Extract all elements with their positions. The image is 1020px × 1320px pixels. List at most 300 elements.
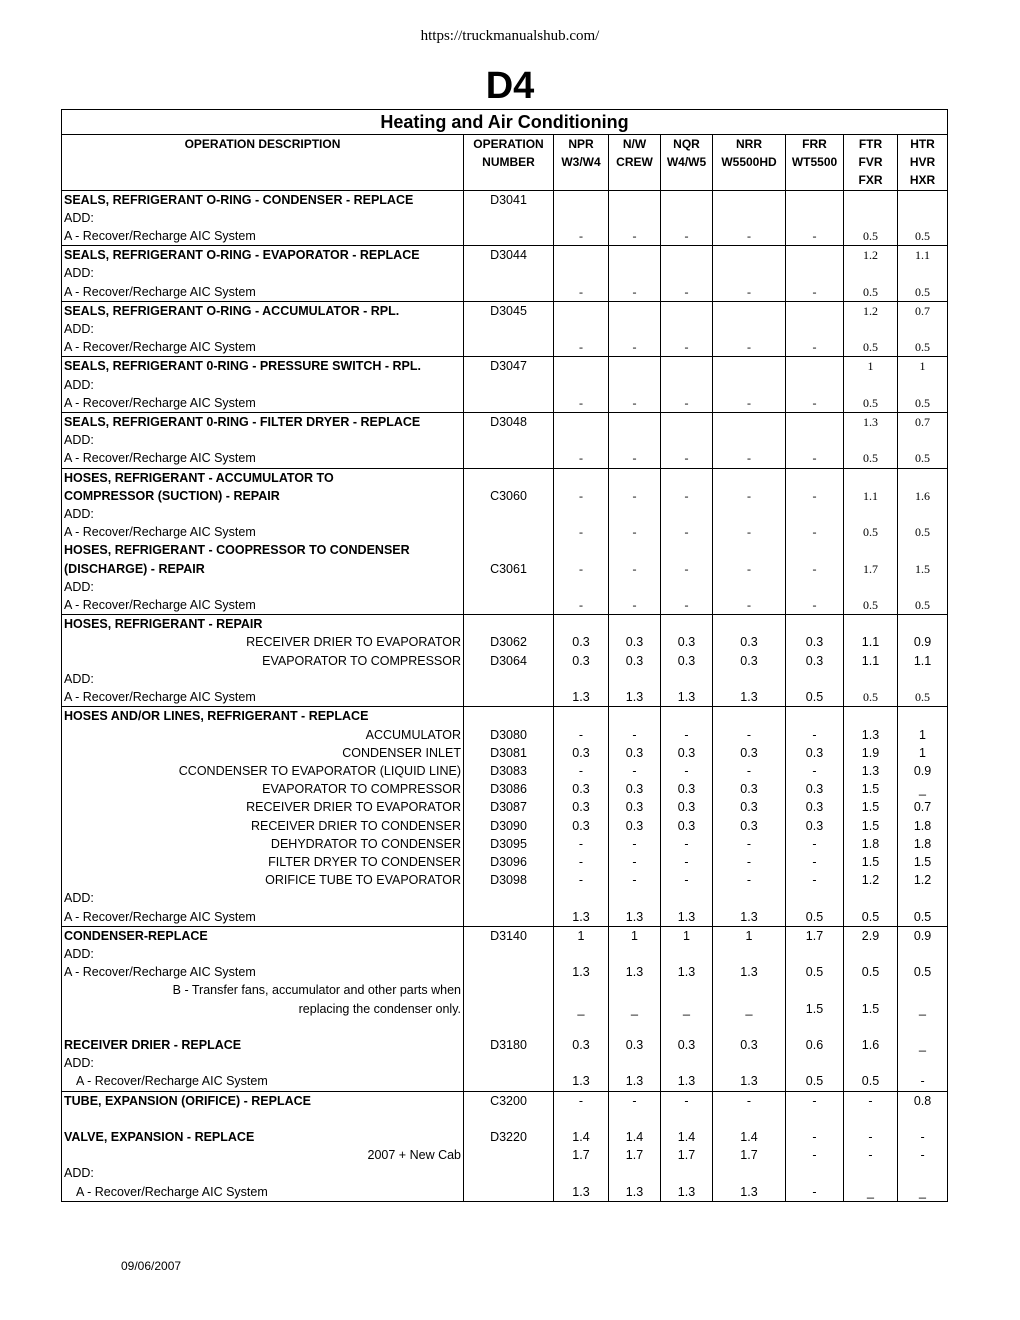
labor-time-value (554, 190, 609, 209)
labor-time-value: 0.7 (898, 798, 948, 816)
column-header (554, 171, 609, 190)
table-heading: Heating and Air Conditioning (62, 110, 948, 135)
column-header: N/W (609, 135, 661, 154)
operation-description: A - Recover/Recharge AIC System (64, 451, 256, 466)
labor-time-value: 0.3 (554, 780, 609, 798)
labor-time-value (661, 505, 713, 523)
labor-time-value (661, 431, 713, 449)
column-header (609, 171, 661, 190)
labor-time-value: 1.2 (844, 871, 898, 889)
labor-time-value: 0.9 (898, 762, 948, 780)
labor-time-value (713, 209, 786, 227)
table-row (62, 981, 948, 999)
labor-time-value (661, 209, 713, 227)
labor-time-value (713, 670, 786, 688)
operation-number (464, 431, 554, 449)
labor-time-value (609, 190, 661, 209)
labor-time-value: - (554, 449, 609, 468)
operation-number (464, 963, 554, 981)
operation-number: D3180 (464, 1036, 554, 1054)
labor-time-value (554, 578, 609, 596)
table-row (62, 301, 948, 320)
labor-time-value: 1.2 (898, 871, 948, 889)
labor-time-value: - (713, 853, 786, 871)
operation-description: HOSES, REFRIGERANT - COOPRESSOR TO CONDENSER (64, 543, 410, 558)
operation-description: ADD: (64, 377, 94, 392)
operation-number (464, 449, 554, 468)
labor-time-value (554, 209, 609, 227)
table-row (62, 817, 948, 835)
labor-time-value (609, 264, 661, 282)
labor-time-value: - (713, 871, 786, 889)
operation-description: ADD: (64, 1166, 94, 1181)
operation-description: A - Recover/Recharge AIC System (76, 1184, 268, 1199)
operation-description: A - Recover/Recharge AIC System (64, 525, 256, 540)
labor-time-value: 0.5 (844, 449, 898, 468)
table-row (62, 413, 948, 432)
labor-time-value: - (661, 487, 713, 505)
labor-time-value: 1.3 (713, 963, 786, 981)
operation-number: D3220 (464, 1128, 554, 1146)
labor-time-value: 0.5 (844, 688, 898, 707)
labor-time-value: - (786, 835, 844, 853)
labor-time-value: - (713, 449, 786, 468)
labor-time-value: - (786, 449, 844, 468)
labor-time-value: - (609, 394, 661, 413)
labor-time-value (661, 320, 713, 338)
operation-description: VALVE, EXPANSION - REPLACE (64, 1129, 255, 1144)
labor-time-value: 0.8 (898, 1091, 948, 1110)
operation-number: D3083 (464, 762, 554, 780)
labor-time-value (713, 264, 786, 282)
labor-time-value (661, 541, 713, 559)
labor-time-value (661, 376, 713, 394)
labor-time-value: 1.3 (554, 688, 609, 707)
labor-time-value: 1.6 (898, 487, 948, 505)
labor-time-value: 0.3 (713, 633, 786, 651)
labor-time-value: 1.4 (609, 1128, 661, 1146)
table-row (62, 246, 948, 265)
labor-time-value (786, 246, 844, 265)
operation-description: CCONDENSER TO EVAPORATOR (LIQUID LINE) (178, 763, 461, 778)
labor-time-value: - (786, 1146, 844, 1164)
labor-time-value: 1.5 (844, 780, 898, 798)
operation-number (464, 1110, 554, 1128)
operation-description: CONDENSER INLET (342, 745, 461, 760)
labor-time-value (786, 264, 844, 282)
labor-time-value (713, 1018, 786, 1036)
labor-time-value (844, 981, 898, 999)
labor-time-value (786, 578, 844, 596)
labor-time-value: 0.9 (898, 926, 948, 945)
labor-time-value: 1.7 (609, 1146, 661, 1164)
labor-time-value: 1.3 (713, 688, 786, 707)
labor-time-value: - (554, 871, 609, 889)
labor-time-value: - (661, 871, 713, 889)
labor-time-value (609, 981, 661, 999)
table-row (62, 338, 948, 357)
table-row (62, 376, 948, 394)
labor-time-value (713, 1110, 786, 1128)
labor-time-value: - (554, 523, 609, 541)
labor-time-value: 0.3 (609, 652, 661, 670)
operation-description: (DISCHARGE) - REPAIR (64, 561, 205, 576)
labor-time-value: - (661, 523, 713, 541)
labor-time-value (554, 468, 609, 487)
labor-time-value: 1.3 (609, 963, 661, 981)
labor-time-value: - (713, 1091, 786, 1110)
labor-time-value: 1.5 (898, 560, 948, 578)
labor-time-value (554, 357, 609, 376)
labor-time-value: 0.3 (554, 1036, 609, 1054)
header-row (62, 171, 948, 190)
labor-time-value: 1 (898, 744, 948, 762)
column-header: NRR (713, 135, 786, 154)
table-row (62, 889, 948, 907)
operation-description: DEHYDRATOR TO CONDENSER (270, 836, 461, 851)
labor-time-value: 0.5 (898, 596, 948, 615)
labor-time-value (786, 376, 844, 394)
labor-time-value (786, 670, 844, 688)
table-row (62, 431, 948, 449)
column-header: W3/W4 (554, 153, 609, 171)
operation-description: ADD: (64, 433, 94, 448)
operation-description: A - Recover/Recharge AIC System (64, 284, 256, 299)
labor-time-value (898, 468, 948, 487)
labor-time-value (786, 357, 844, 376)
labor-time-value: 0.5 (786, 688, 844, 707)
source-url: https://truckmanualshub.com/ (420, 28, 600, 44)
labor-time-value (786, 615, 844, 634)
labor-time-value (786, 320, 844, 338)
labor-time-value: - (786, 487, 844, 505)
operation-number (464, 283, 554, 302)
labor-time-value: 0.3 (661, 633, 713, 651)
column-header: W4/W5 (661, 153, 713, 171)
labor-time-value (713, 505, 786, 523)
labor-time-value: _ (554, 1000, 609, 1018)
labor-time-value: _ (844, 1183, 898, 1202)
operation-description: A - Recover/Recharge AIC System (64, 909, 256, 924)
labor-time-value (844, 889, 898, 907)
labor-time-value (554, 246, 609, 265)
column-header: W5500HD (713, 153, 786, 171)
operation-description: ADD: (64, 322, 94, 337)
labor-time-value (609, 945, 661, 963)
operation-number: D3044 (464, 246, 554, 265)
labor-time-value (661, 246, 713, 265)
labor-time-value (786, 1054, 844, 1072)
labor-time-value: - (713, 835, 786, 853)
labor-time-value: 1.3 (661, 963, 713, 981)
labor-time-value (844, 1110, 898, 1128)
labor-time-value (609, 505, 661, 523)
labor-time-value: 0.3 (661, 652, 713, 670)
operation-description: CONDENSER-REPLACE (62, 926, 464, 945)
labor-time-value: 1 (609, 926, 661, 945)
labor-time-value (786, 707, 844, 726)
labor-time-value: 1.7 (786, 926, 844, 945)
labor-time-value (898, 707, 948, 726)
labor-time-value: - (661, 835, 713, 853)
labor-time-value: 1.7 (844, 560, 898, 578)
labor-time-value: 1.8 (898, 817, 948, 835)
labor-time-value: 0.3 (661, 798, 713, 816)
operation-number: D3087 (464, 798, 554, 816)
labor-time-value (713, 1054, 786, 1072)
labor-time-value: 0.5 (898, 688, 948, 707)
labor-time-value: - (786, 871, 844, 889)
operation-number (464, 945, 554, 963)
labor-time-value (844, 945, 898, 963)
labor-time-value: 0.3 (554, 633, 609, 651)
labor-time-value (661, 889, 713, 907)
labor-time-value: - (844, 1128, 898, 1146)
column-header (62, 153, 464, 171)
labor-time-value (661, 264, 713, 282)
labor-time-value (786, 413, 844, 432)
labor-time-value (661, 615, 713, 634)
table-row (62, 283, 948, 302)
labor-time-value (786, 541, 844, 559)
operation-number (464, 688, 554, 707)
labor-time-value: - (713, 596, 786, 615)
labor-time-value: 1.4 (661, 1128, 713, 1146)
header-row (62, 153, 948, 171)
labor-time-value: - (661, 283, 713, 302)
labor-time-value: 1.1 (844, 652, 898, 670)
labor-time-value: 0.5 (844, 596, 898, 615)
labor-time-value: - (713, 227, 786, 246)
table-row (62, 707, 948, 726)
labor-time-value (609, 1164, 661, 1182)
labor-time-value (713, 431, 786, 449)
table-row (62, 726, 948, 744)
table-row (62, 963, 948, 981)
operation-number (464, 541, 554, 559)
labor-time-value (661, 301, 713, 320)
labor-time-value (661, 670, 713, 688)
labor-time-value: 1 (844, 357, 898, 376)
labor-time-value: 1.5 (844, 853, 898, 871)
labor-time-value: 1.1 (844, 487, 898, 505)
operation-number: C3061 (464, 560, 554, 578)
labor-time-value: - (554, 762, 609, 780)
labor-time-value: - (661, 1091, 713, 1110)
labor-time-value (713, 301, 786, 320)
labor-time-value (713, 320, 786, 338)
labor-time-value (661, 707, 713, 726)
operation-number (464, 670, 554, 688)
labor-time-value: 0.9 (898, 633, 948, 651)
column-header (786, 171, 844, 190)
labor-time-value: - (898, 1128, 948, 1146)
operation-number: D3047 (464, 357, 554, 376)
labor-time-value: 0.3 (786, 780, 844, 798)
labor-time-value (713, 889, 786, 907)
labor-time-value (786, 190, 844, 209)
labor-time-value (844, 376, 898, 394)
labor-time-value: - (713, 762, 786, 780)
labor-time-value: 0.5 (898, 338, 948, 357)
labor-time-value: - (898, 1146, 948, 1164)
labor-time-value: 0.3 (661, 780, 713, 798)
labor-time-value (554, 1164, 609, 1182)
table-row (62, 926, 948, 945)
labor-time-value (844, 707, 898, 726)
operation-description: A - Recover/Recharge AIC System (64, 340, 256, 355)
labor-time-value: _ (898, 1183, 948, 1202)
operation-number (464, 505, 554, 523)
labor-time-value (844, 505, 898, 523)
labor-time-value: 1.8 (844, 835, 898, 853)
labor-time-value: 1.7 (554, 1146, 609, 1164)
labor-time-value: 0.3 (786, 817, 844, 835)
operation-description: EVAPORATOR TO COMPRESSOR (262, 653, 461, 668)
operation-number (464, 523, 554, 541)
labor-time-value (844, 578, 898, 596)
operation-description: A - Recover/Recharge AIC System (64, 395, 256, 410)
operation-description: ADD: (64, 946, 94, 961)
labor-time-value: - (786, 1091, 844, 1110)
labor-time-value (713, 1164, 786, 1182)
labor-time-value: - (661, 726, 713, 744)
table-row (62, 1128, 948, 1146)
labor-time-value: - (554, 394, 609, 413)
labor-time-value (554, 376, 609, 394)
labor-time-value: 0.5 (898, 227, 948, 246)
operation-description: ADD: (64, 266, 94, 281)
labor-time-value (898, 431, 948, 449)
labor-time-value (554, 320, 609, 338)
labor-time-value: 0.5 (898, 908, 948, 927)
operation-number (464, 615, 554, 634)
table-row (62, 209, 948, 227)
labor-time-value: - (898, 1072, 948, 1091)
table-row (62, 505, 948, 523)
labor-time-value (661, 981, 713, 999)
operation-description: RECEIVER DRIER TO EVAPORATOR (246, 800, 461, 815)
table-row (62, 1146, 948, 1164)
table-body (62, 190, 948, 1201)
table-row (62, 1091, 948, 1110)
labor-time-value (898, 320, 948, 338)
operation-number (464, 1183, 554, 1202)
labor-time-value (554, 670, 609, 688)
labor-time-value (713, 190, 786, 209)
operation-number (464, 320, 554, 338)
labor-time-value (844, 670, 898, 688)
labor-time-value: _ (898, 1036, 948, 1054)
labor-time-value: - (786, 596, 844, 615)
labor-time-table (61, 109, 948, 1202)
labor-time-value: - (609, 283, 661, 302)
header-row (62, 135, 948, 154)
table-row (62, 1183, 948, 1202)
labor-time-value: 0.3 (609, 1036, 661, 1054)
labor-time-value: 1 (661, 926, 713, 945)
labor-time-value (844, 190, 898, 209)
labor-time-value (609, 431, 661, 449)
labor-time-value: 0.3 (609, 744, 661, 762)
table-row (62, 835, 948, 853)
labor-time-value (554, 615, 609, 634)
labor-time-value (786, 301, 844, 320)
column-headers (62, 135, 948, 191)
table-row (62, 264, 948, 282)
labor-time-value: 1 (898, 357, 948, 376)
table-row (62, 744, 948, 762)
labor-time-value: 0.5 (844, 227, 898, 246)
labor-time-value (898, 264, 948, 282)
labor-time-value: 1.3 (713, 1183, 786, 1202)
labor-time-value: 0.5 (844, 394, 898, 413)
labor-time-value: - (609, 853, 661, 871)
labor-time-value: 0.3 (786, 652, 844, 670)
column-header (661, 171, 713, 190)
labor-time-value: 1.5 (844, 798, 898, 816)
section-title: D4 (485, 65, 535, 107)
labor-time-value: - (609, 871, 661, 889)
table-row (62, 945, 948, 963)
labor-time-value: 1.7 (661, 1146, 713, 1164)
labor-time-value (609, 615, 661, 634)
operation-description (62, 1018, 464, 1036)
table-row (62, 1110, 948, 1128)
operation-number (464, 1164, 554, 1182)
operation-number: D3041 (464, 190, 554, 209)
labor-time-value (844, 1018, 898, 1036)
labor-time-value: 1.3 (661, 1072, 713, 1091)
operation-number: C3200 (464, 1091, 554, 1110)
labor-time-value: 1.3 (609, 1072, 661, 1091)
column-header: NUMBER (464, 153, 554, 171)
operation-number (464, 1072, 554, 1091)
labor-time-value: 1.3 (609, 908, 661, 927)
labor-time-value (661, 1054, 713, 1072)
labor-time-value (844, 1164, 898, 1182)
operation-number (464, 1018, 554, 1036)
labor-time-value: 0.5 (898, 449, 948, 468)
labor-time-value (609, 209, 661, 227)
labor-time-value: - (786, 560, 844, 578)
labor-time-value (554, 413, 609, 432)
labor-time-value (609, 357, 661, 376)
operation-description: 2007 + New Cab (367, 1148, 461, 1163)
labor-time-value (844, 431, 898, 449)
labor-time-value: - (609, 726, 661, 744)
column-header: FXR (844, 171, 898, 190)
labor-time-value: - (786, 853, 844, 871)
labor-time-value: - (554, 853, 609, 871)
labor-time-value (844, 320, 898, 338)
labor-time-value: 0.3 (661, 1036, 713, 1054)
table-row (62, 1036, 948, 1054)
labor-time-value (609, 889, 661, 907)
table-row (62, 487, 948, 505)
labor-time-value: 1.3 (661, 908, 713, 927)
labor-time-value (898, 981, 948, 999)
labor-time-value (844, 1054, 898, 1072)
operation-description: A - Recover/Recharge AIC System (76, 1074, 268, 1089)
operation-number: D3048 (464, 413, 554, 432)
column-header: NQR (661, 135, 713, 154)
labor-time-value: 0.3 (609, 817, 661, 835)
labor-time-value: 1.3 (844, 762, 898, 780)
document-date: 09/06/2007 (121, 1259, 182, 1273)
operation-number (464, 468, 554, 487)
labor-time-value (898, 889, 948, 907)
